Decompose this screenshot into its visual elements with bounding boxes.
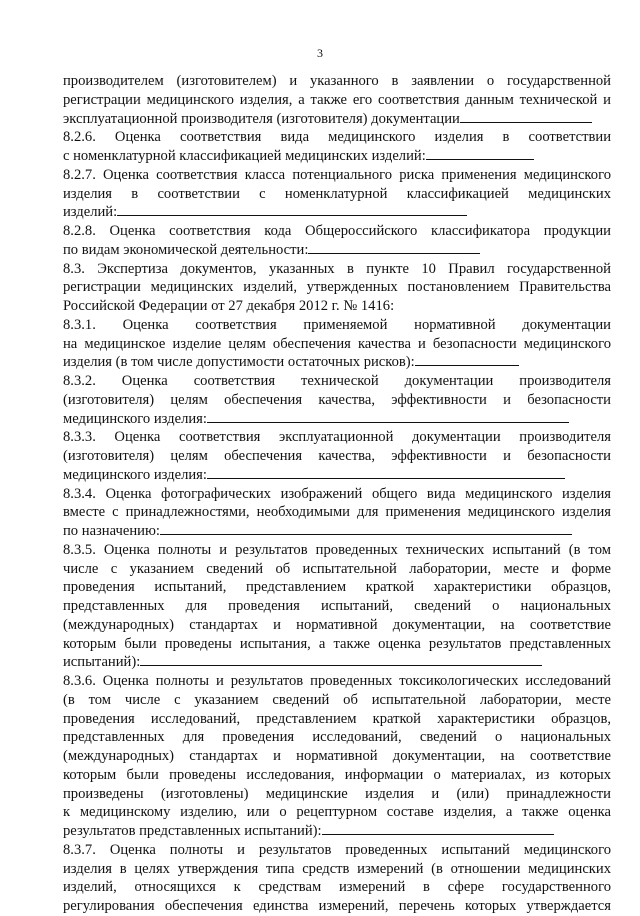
fill-blank[interactable] <box>160 522 572 535</box>
fill-blank[interactable] <box>140 653 542 666</box>
paragraph-8-3-3 <box>63 428 611 484</box>
text-line: с номенклатурной классификацией медицинских изделий: <box>63 147 611 166</box>
text-line: числе с указанием сведений об испытательной лаборатории, месте и форме <box>63 560 611 577</box>
text-line: результатов представленных испытаний): <box>63 822 611 841</box>
text-line: изделия в соответствии с номенклатурной классификацией медицинских <box>63 185 611 202</box>
text-line: медицинского изделия: <box>63 410 611 429</box>
text-line: испытаний): <box>63 653 611 672</box>
text-line: 8.3.7. Оценка полноты и результатов проведенных испытаний медицинского <box>63 841 611 858</box>
paragraph-8-3 <box>63 260 611 316</box>
text-line: эксплуатационной производителя (изготовителя) документации <box>63 110 611 129</box>
text-line: представленных для проведения испытаний, сведений о национальных <box>63 598 611 614</box>
text-line: произведены (изготовлены) медицинские изделия и (или) принадлежности <box>63 785 611 802</box>
text-line: 8.3.5. Оценка полноты и результатов проведенных технических испытаний (в том <box>63 541 611 558</box>
text-line: представленных для проведения исследований, сведений о национальных <box>63 729 611 746</box>
text-line: 8.3.3. Оценка соответствия эксплуатационной документации производителя <box>63 429 611 446</box>
text-line: изделия (в том числе допустимости остаточных рисков): <box>63 353 611 372</box>
fill-blank[interactable] <box>117 203 467 216</box>
text-line: (изготовителя) целям обеспечения качества, эффективности и безопасности <box>63 391 611 408</box>
text-line: (международных) стандартах и нормативной документации, на соответствие <box>63 616 611 633</box>
text-line: (в том числе с указанием сведений об испытательной лаборатории, месте <box>63 691 611 708</box>
text-line: (изготовителя) целям обеспечения качества, эффективности и безопасности <box>63 448 611 464</box>
text-line: изделия в целях утверждения типа средств измерений (в отношении медицинских <box>63 860 611 877</box>
fill-blank[interactable] <box>207 410 569 423</box>
text-line: регистрации медицинских изделий, утвержденных постановлением Правительства <box>63 279 611 296</box>
fill-blank[interactable] <box>322 822 554 835</box>
page-number: 3 <box>317 46 323 60</box>
text-line: производителем (изготовителем) и указанного в заявлении о государственной <box>63 73 611 89</box>
text-line: которым были проведены исследования, информации о материалах, из которых <box>63 766 611 783</box>
paragraph-8-3-5 <box>63 541 611 672</box>
paragraph-8-3-2 <box>63 372 611 428</box>
text-line: к медицинскому изделию, или о рецептурном составе изделия, а также оценка <box>63 804 611 821</box>
text-line: на медицинское изделие целям обеспечения качества и безопасности медицинского <box>63 335 611 352</box>
paragraph-8-3-1 <box>63 316 611 372</box>
text-line: проведения испытаний, представлением краткой характеристики образцов, <box>63 579 611 596</box>
text-line: регулирования обеспечения единства измерений, перечень которых утверждается <box>63 898 611 914</box>
text-line: (международных) стандартах и нормативной документации, на соответствие <box>63 748 611 764</box>
paragraph-8-3-6 <box>63 672 611 841</box>
text-line: медицинского изделия: <box>63 466 611 485</box>
document-body <box>63 72 611 916</box>
text-line: 8.3.2. Оценка соответствия технической документации производителя <box>63 373 611 389</box>
text-line: которым были проведены испытания, а также оценка результатов представленных <box>63 635 611 652</box>
text-line: 8.2.7. Оценка соответствия класса потенциального риска применения медицинского <box>63 166 611 183</box>
paragraph-8-3-4 <box>63 485 611 541</box>
text-line: регистрации медицинского изделия, а также его соответствия данным технической и <box>63 91 611 108</box>
paragraph-intro <box>63 72 611 128</box>
text-line: 8.2.8. Оценка соответствия кода Общероссийского классификатора продукции <box>63 223 611 239</box>
text-line: 8.3.1. Оценка соответствия применяемой нормативной документации <box>63 316 611 333</box>
text-line: Российской Федерации от 27 декабря 2012 г. № 1416: <box>63 298 395 314</box>
fill-blank[interactable] <box>415 353 519 366</box>
text-line: изделий, относящихся к средствам измерений в сфере государственного <box>63 879 611 896</box>
paragraph-8-2-7 <box>63 166 611 222</box>
paragraph-8-2-6 <box>63 128 611 166</box>
text-line: изделий: <box>63 203 611 222</box>
fill-blank[interactable] <box>426 147 534 160</box>
fill-blank[interactable] <box>308 241 480 254</box>
fill-blank[interactable] <box>460 110 592 123</box>
text-line: по видам экономической деятельности: <box>63 241 611 260</box>
text-line: 8.3. Экспертиза документов, указанных в пункте 10 Правил государственной <box>63 260 611 277</box>
text-line: вместе с принадлежностями, необходимыми для применения медицинского изделия <box>63 504 611 521</box>
paragraph-8-2-8 <box>63 222 611 260</box>
text-line: по назначению: <box>63 522 611 541</box>
text-line: 8.3.4. Оценка фотографических изображений общего вида медицинского изделия <box>63 485 611 502</box>
text-line: 8.3.6. Оценка полноты и результатов проведенных токсикологических исследований <box>63 673 611 689</box>
text-line: проведения исследований, представлением краткой характеристики образцов, <box>63 710 611 727</box>
text-line: 8.2.6. Оценка соответствия вида медицинского изделия в соответствии <box>63 129 611 146</box>
fill-blank[interactable] <box>207 466 565 479</box>
